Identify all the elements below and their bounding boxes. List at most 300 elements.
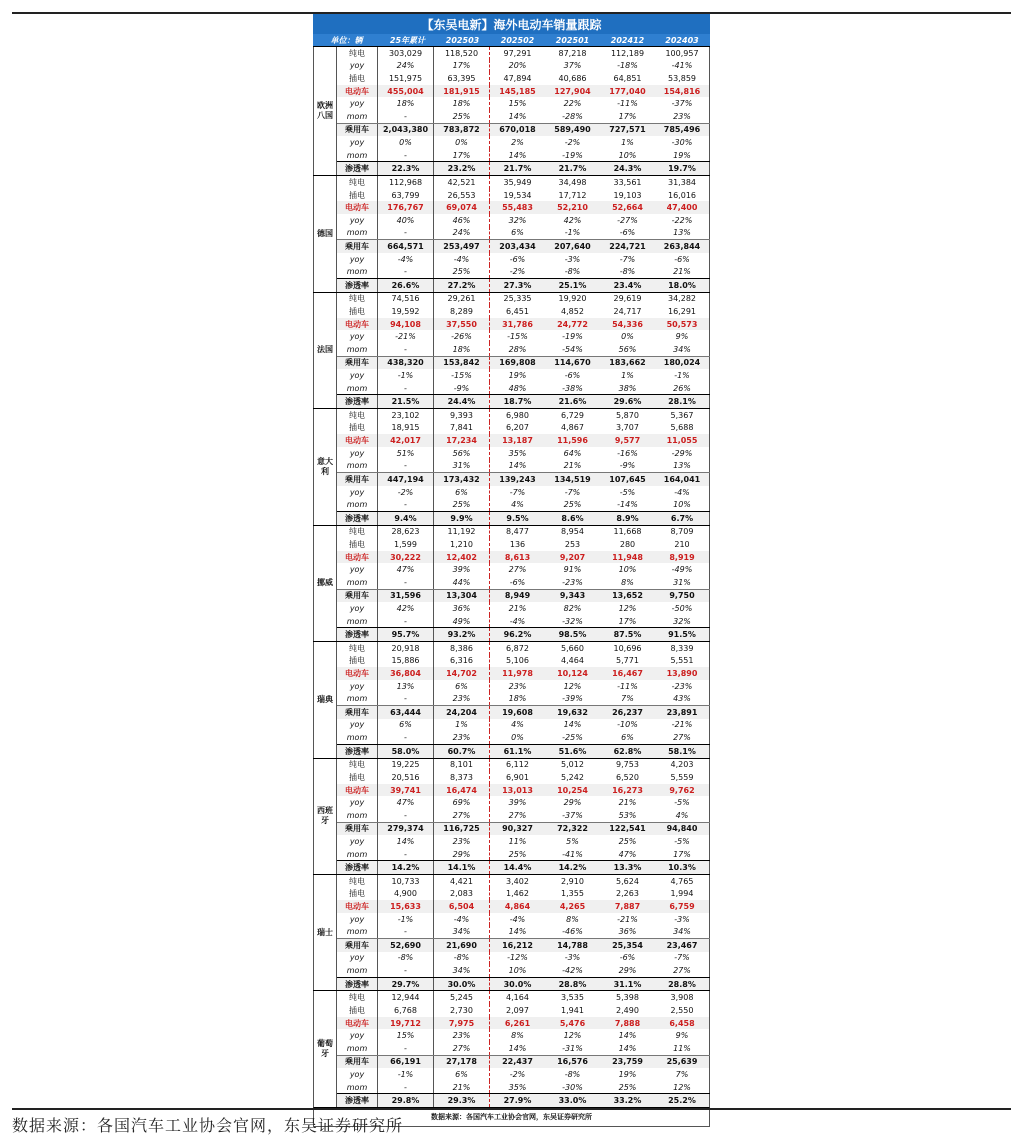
row-label: yoy [337, 486, 378, 499]
table-cell: 4% [511, 720, 524, 730]
table-cell: 21% [655, 265, 710, 278]
table-cell: - [378, 925, 434, 938]
table-cell: 15,886 [378, 655, 434, 668]
table-row [337, 511, 710, 525]
table-cell: 1,994 [655, 888, 710, 901]
row-label: yoy [337, 680, 378, 693]
row-label: 电动车 [337, 1017, 378, 1030]
row-label: 渗透率 [337, 162, 378, 175]
table-cell: 39% [434, 563, 490, 576]
table-row [337, 1017, 710, 1030]
table-row [337, 1029, 710, 1042]
table-cell: 14% [378, 835, 434, 848]
table-cell: 34,282 [655, 293, 710, 306]
table-cell: 112,189 [610, 48, 645, 58]
table-cell: 5,870 [616, 410, 639, 420]
table-cell: 5,660 [561, 643, 584, 653]
table-row [337, 1068, 710, 1081]
table-cell: 74,516 [378, 293, 434, 306]
table-cell: 169,808 [499, 358, 536, 368]
table-cell: 6% [434, 486, 490, 499]
table-cell: 5,242 [561, 772, 584, 782]
row-label: 电动车 [337, 900, 378, 913]
table-row [337, 1004, 710, 1017]
table-cell: 16,273 [612, 785, 643, 795]
table-cell: -41% [655, 60, 710, 73]
table-cell: -1% [378, 369, 434, 382]
table-cell: 13,187 [502, 436, 533, 446]
table-cell: -2% [378, 486, 434, 499]
table-cell: -15% [434, 369, 490, 382]
row-label: 插电 [337, 538, 378, 551]
table-row [337, 1093, 710, 1107]
country-label: 意大利 [313, 409, 337, 524]
table-cell: 224,721 [609, 241, 646, 251]
row-label: 渗透率 [337, 279, 378, 292]
table-cell: 203,434 [499, 241, 536, 251]
table-cell: 23% [508, 681, 527, 691]
table-cell: 22.3% [378, 162, 434, 175]
table-cell: 6% [378, 719, 434, 732]
table-row [337, 835, 710, 848]
table-row [337, 72, 710, 85]
table-cell: -2% [509, 267, 526, 277]
table-cell: 36,804 [378, 667, 434, 680]
table-cell: 7% [621, 694, 634, 704]
table-cell: 38% [618, 383, 637, 393]
table-cell: 25.2% [655, 1094, 710, 1107]
table-cell: 11,978 [502, 669, 533, 679]
table-cell: 95.7% [378, 628, 434, 641]
table-row [337, 189, 710, 202]
table-cell: 118,520 [434, 47, 490, 60]
table-cell: 14% [618, 1031, 637, 1041]
table-cell: -25% [562, 733, 583, 743]
row-label: 插电 [337, 771, 378, 784]
table-row [337, 85, 710, 98]
table-cell: 25,335 [503, 294, 532, 304]
table-cell: 4,421 [434, 875, 490, 888]
table-cell: -32% [562, 616, 583, 626]
row-label: 插电 [337, 888, 378, 901]
table-cell: 21% [563, 461, 582, 471]
table-cell: 6,207 [506, 423, 529, 433]
table-cell: -4% [378, 253, 434, 266]
table-cell: 6,768 [378, 1004, 434, 1017]
table-cell: 4,852 [561, 306, 584, 316]
row-label: 乘用车 [337, 590, 378, 603]
table-cell: -37% [562, 810, 583, 820]
table-cell: 58.0% [378, 745, 434, 758]
table-cell: 47% [378, 796, 434, 809]
table-cell: 2,910 [561, 876, 584, 886]
table-cell: 49% [434, 615, 490, 628]
table-cell: 34% [434, 925, 490, 938]
table-cell: 5,551 [655, 655, 710, 668]
table-cell: 23% [434, 731, 490, 744]
table-row [337, 759, 710, 772]
table-cell: 11,596 [557, 436, 588, 446]
table-cell: - [378, 227, 434, 240]
table-cell: 10,124 [557, 669, 588, 679]
row-label: 纯电 [337, 409, 378, 422]
table-cell: 1,355 [561, 889, 584, 899]
unit-label: 单位：辆 [330, 35, 363, 45]
table-cell: -38% [562, 383, 583, 393]
table-cell: 21% [618, 798, 637, 808]
row-label: mom [337, 731, 378, 744]
row-label: 电动车 [337, 318, 378, 331]
table-cell: - [378, 460, 434, 473]
table-cell: 23% [434, 692, 490, 705]
table-cell: 9,753 [616, 760, 639, 770]
table-cell: 4,900 [378, 888, 434, 901]
table-cell: 6,901 [506, 772, 529, 782]
table-cell: 29.7% [378, 978, 434, 991]
table-cell: 6,112 [506, 760, 529, 770]
table-cell: 19,632 [557, 707, 588, 717]
table-cell: 122,541 [609, 824, 646, 834]
table-cell: 8,289 [434, 305, 490, 318]
table-cell: 1,599 [378, 538, 434, 551]
row-label: 纯电 [337, 991, 378, 1004]
table-cell: 31% [434, 460, 490, 473]
table-cell: 19% [655, 149, 710, 162]
table-cell: 9.9% [434, 512, 490, 525]
table-cell: 91% [563, 565, 582, 575]
table-row [337, 667, 710, 680]
table-row [337, 1081, 710, 1094]
table-cell: 10.3% [655, 861, 710, 874]
table-row [337, 265, 710, 278]
row-label: mom [337, 343, 378, 356]
table-cell: 14.2% [378, 861, 434, 874]
table-cell: -15% [507, 332, 528, 342]
table-cell: 1,941 [561, 1005, 584, 1015]
row-label: yoy [337, 330, 378, 343]
table-cell: 12% [655, 1081, 710, 1094]
table-cell: 28.1% [655, 395, 710, 408]
table-cell: -5% [655, 796, 710, 809]
table-cell: 13,304 [434, 590, 490, 603]
table-cell: 47,894 [503, 74, 532, 84]
table-row [337, 330, 710, 343]
country-block [313, 758, 710, 874]
table-cell: 14% [508, 111, 527, 121]
table-cell: 34% [655, 343, 710, 356]
table-cell: 14% [508, 461, 527, 471]
table-cell: 24,717 [613, 306, 642, 316]
table-cell: 6,729 [561, 410, 584, 420]
table-cell: 263,844 [655, 240, 710, 253]
row-label: mom [337, 498, 378, 511]
table-cell: 9,207 [559, 552, 586, 562]
table-cell: 11,192 [434, 526, 490, 539]
table-cell: -30% [562, 1082, 583, 1092]
table-row [337, 434, 710, 447]
table-cell: 8,919 [655, 551, 710, 564]
table-cell: 7,888 [614, 1018, 641, 1028]
table-row [337, 201, 710, 214]
table-cell: 5,771 [616, 656, 639, 666]
table-cell: 94,840 [655, 823, 710, 836]
table-cell: 4,265 [559, 902, 586, 912]
row-label: yoy [337, 60, 378, 73]
table-cell: -8% [564, 267, 581, 277]
table-row [337, 888, 710, 901]
table-row [337, 771, 710, 784]
table-cell: 2,263 [616, 889, 639, 899]
table-cell: 63,799 [378, 189, 434, 202]
row-label: mom [337, 110, 378, 123]
table-cell: 6,872 [506, 643, 529, 653]
table-cell: -30% [655, 136, 710, 149]
table-cell: 21.5% [378, 395, 434, 408]
table-cell: 13.3% [613, 863, 642, 873]
table-cell: 27% [434, 1042, 490, 1055]
table-cell: 47% [378, 563, 434, 576]
table-cell: 52,210 [557, 203, 588, 213]
table-cell: -5% [655, 835, 710, 848]
row-label: 纯电 [337, 759, 378, 772]
table-cell: 14.2% [558, 863, 587, 873]
table-cell: 4,864 [504, 902, 531, 912]
table-cell: 29.6% [613, 397, 642, 407]
table-cell: 66,191 [378, 1056, 434, 1069]
table-cell: 18.0% [655, 279, 710, 292]
row-label: mom [337, 692, 378, 705]
table-cell: 13% [378, 680, 434, 693]
table-cell: - [378, 265, 434, 278]
table-cell: 63,395 [434, 72, 490, 85]
row-label: 纯电 [337, 293, 378, 306]
table-cell: 6,504 [434, 900, 490, 913]
table-cell: 16,576 [557, 1057, 588, 1067]
table-cell: 2,730 [434, 1004, 490, 1017]
table-row [337, 356, 710, 370]
country-label: 西班牙 [313, 759, 337, 874]
row-label: 纯电 [337, 176, 378, 189]
table-cell: 9.4% [378, 512, 434, 525]
table-cell: - [378, 498, 434, 511]
table-row [337, 692, 710, 705]
row-label: yoy [337, 563, 378, 576]
table-cell: -28% [562, 111, 583, 121]
row-label: 电动车 [337, 201, 378, 214]
table-cell: 60.7% [434, 745, 490, 758]
table-cell: 10,254 [557, 785, 588, 795]
table-cell: 27% [655, 964, 710, 977]
table-cell: 664,571 [378, 240, 434, 253]
table-cell: 14.4% [503, 863, 532, 873]
table-cell: 6% [434, 1068, 490, 1081]
table-row [337, 123, 710, 137]
table-cell: 7,841 [434, 422, 490, 435]
table-row [337, 369, 710, 382]
table-cell: 0% [621, 332, 634, 342]
table-row [337, 460, 710, 473]
row-label: 纯电 [337, 642, 378, 655]
table-cell: 10% [618, 150, 637, 160]
table-cell: 25% [508, 849, 527, 859]
row-label: yoy [337, 796, 378, 809]
table-cell: -7% [619, 254, 636, 264]
col-header-ytd: 25年累计 [389, 35, 426, 45]
table-cell: 5,367 [655, 409, 710, 422]
table-cell: 6,451 [506, 306, 529, 316]
row-label: yoy [337, 369, 378, 382]
table-cell: 90,327 [502, 824, 533, 834]
table-cell: 47% [618, 849, 637, 859]
table-cell: 0% [434, 136, 490, 149]
table-cell: 8,949 [504, 591, 531, 601]
table-cell: -6% [509, 254, 526, 264]
table-cell: 30.0% [503, 979, 532, 989]
table-cell: 3,908 [655, 991, 710, 1004]
table-row [337, 964, 710, 977]
table-cell: -21% [617, 914, 638, 924]
table-cell: - [378, 615, 434, 628]
country-label: 欧洲 八国 [313, 47, 337, 175]
table-source-note: 数据来源：各国汽车工业协会官网，东吴证券研究所 [313, 1107, 710, 1127]
column-header-row [313, 34, 710, 46]
table-cell: 6% [434, 680, 490, 693]
table-cell: 24.4% [434, 395, 490, 408]
table-row [337, 343, 710, 356]
table-cell: 253 [564, 539, 581, 549]
table-cell: -8% [434, 952, 490, 965]
table-cell: -54% [562, 344, 583, 354]
row-label: yoy [337, 97, 378, 110]
table-cell: -7% [655, 952, 710, 965]
table-cell: 19,103 [613, 190, 642, 200]
table-cell: -8% [564, 1069, 581, 1079]
table-row [337, 239, 710, 253]
table-cell: 50,573 [655, 318, 710, 331]
table-cell: 8,339 [655, 642, 710, 655]
table-cell: 23% [434, 1029, 490, 1042]
table-cell: 25% [618, 836, 637, 846]
table-cell: 8.6% [561, 513, 584, 523]
table-row [337, 731, 710, 744]
table-cell: 29% [618, 966, 637, 976]
table-row [337, 161, 710, 175]
table-cell: 19,608 [502, 707, 533, 717]
table-cell: 24% [434, 227, 490, 240]
table-cell: -1% [564, 228, 581, 238]
table-cell: 17% [434, 149, 490, 162]
row-label: 乘用车 [337, 939, 378, 952]
table-cell: 23% [655, 110, 710, 123]
country-label: 法国 [313, 293, 337, 408]
table-cell: -27% [617, 215, 638, 225]
table-cell: -1% [378, 1068, 434, 1081]
table-cell: 21.7% [558, 164, 587, 174]
table-cell: 27.3% [503, 280, 532, 290]
table-cell: 8,613 [504, 552, 531, 562]
table-cell: -4% [434, 253, 490, 266]
table-row [337, 486, 710, 499]
table-cell: 34,498 [558, 177, 587, 187]
table-cell: 8% [511, 1031, 524, 1041]
table-row [337, 796, 710, 809]
table-cell: 116,725 [434, 823, 490, 836]
table-cell: 455,004 [378, 85, 434, 98]
table-cell: 23% [434, 835, 490, 848]
table-cell: -3% [655, 913, 710, 926]
table-cell: 134,519 [554, 474, 591, 484]
table-cell: 100,957 [655, 47, 710, 60]
table-cell: -6% [564, 371, 581, 381]
table-cell: 6,759 [655, 900, 710, 913]
table-cell: 14,702 [434, 667, 490, 680]
table-cell: 82% [563, 604, 582, 613]
table-row [337, 149, 710, 162]
table-cell: 29% [434, 848, 490, 861]
table-row [337, 589, 710, 603]
table-cell: 173,432 [434, 473, 490, 486]
table-cell: 19% [508, 371, 527, 381]
table-cell: 727,571 [609, 125, 646, 135]
table-row [337, 563, 710, 576]
table-cell: 64,851 [613, 74, 642, 84]
col-header-202501: 202501 [555, 35, 590, 45]
table-cell: 23,467 [655, 939, 710, 952]
row-label: 电动车 [337, 85, 378, 98]
table-cell: -50% [655, 602, 710, 615]
row-label: 乘用车 [337, 240, 378, 253]
table-row [337, 97, 710, 110]
table-cell: 48% [508, 383, 527, 393]
table-cell: 783,872 [434, 124, 490, 137]
table-cell: -37% [655, 97, 710, 110]
table-cell: 6,261 [504, 1018, 531, 1028]
table-cell: 19% [618, 1069, 637, 1079]
table-cell: 15% [378, 1029, 434, 1042]
table-row [337, 382, 710, 395]
table-cell: -7% [509, 487, 526, 497]
table-cell: 8,954 [561, 527, 584, 537]
table-cell: 24% [378, 60, 434, 73]
col-header-202502: 202502 [500, 35, 535, 45]
table-cell: 4,464 [561, 656, 584, 666]
table-cell: 4,203 [655, 759, 710, 772]
table-cell: -19% [562, 332, 583, 342]
table-cell: 16,474 [434, 784, 490, 797]
row-label: yoy [337, 447, 378, 460]
table-cell: 24.3% [613, 164, 642, 174]
table-cell: 96.2% [503, 630, 532, 640]
table-cell: 14.1% [434, 861, 490, 874]
table-cell: -26% [434, 330, 490, 343]
table-cell: -12% [507, 953, 528, 963]
row-label: 纯电 [337, 526, 378, 539]
table-cell: 1% [434, 719, 490, 732]
table-cell: 19,592 [378, 305, 434, 318]
table-cell: -21% [655, 719, 710, 732]
row-label: mom [337, 460, 378, 473]
row-label: 插电 [337, 422, 378, 435]
table-cell: -2% [564, 138, 581, 148]
row-label: 电动车 [337, 667, 378, 680]
table-cell: 28,623 [378, 526, 434, 539]
table-cell: 15% [508, 99, 527, 109]
table-cell: 56% [618, 344, 637, 354]
table-cell: 2,550 [655, 1004, 710, 1017]
table-cell: 24,772 [557, 319, 588, 329]
table-cell: 13,013 [502, 785, 533, 795]
table-cell: 16,291 [655, 305, 710, 318]
